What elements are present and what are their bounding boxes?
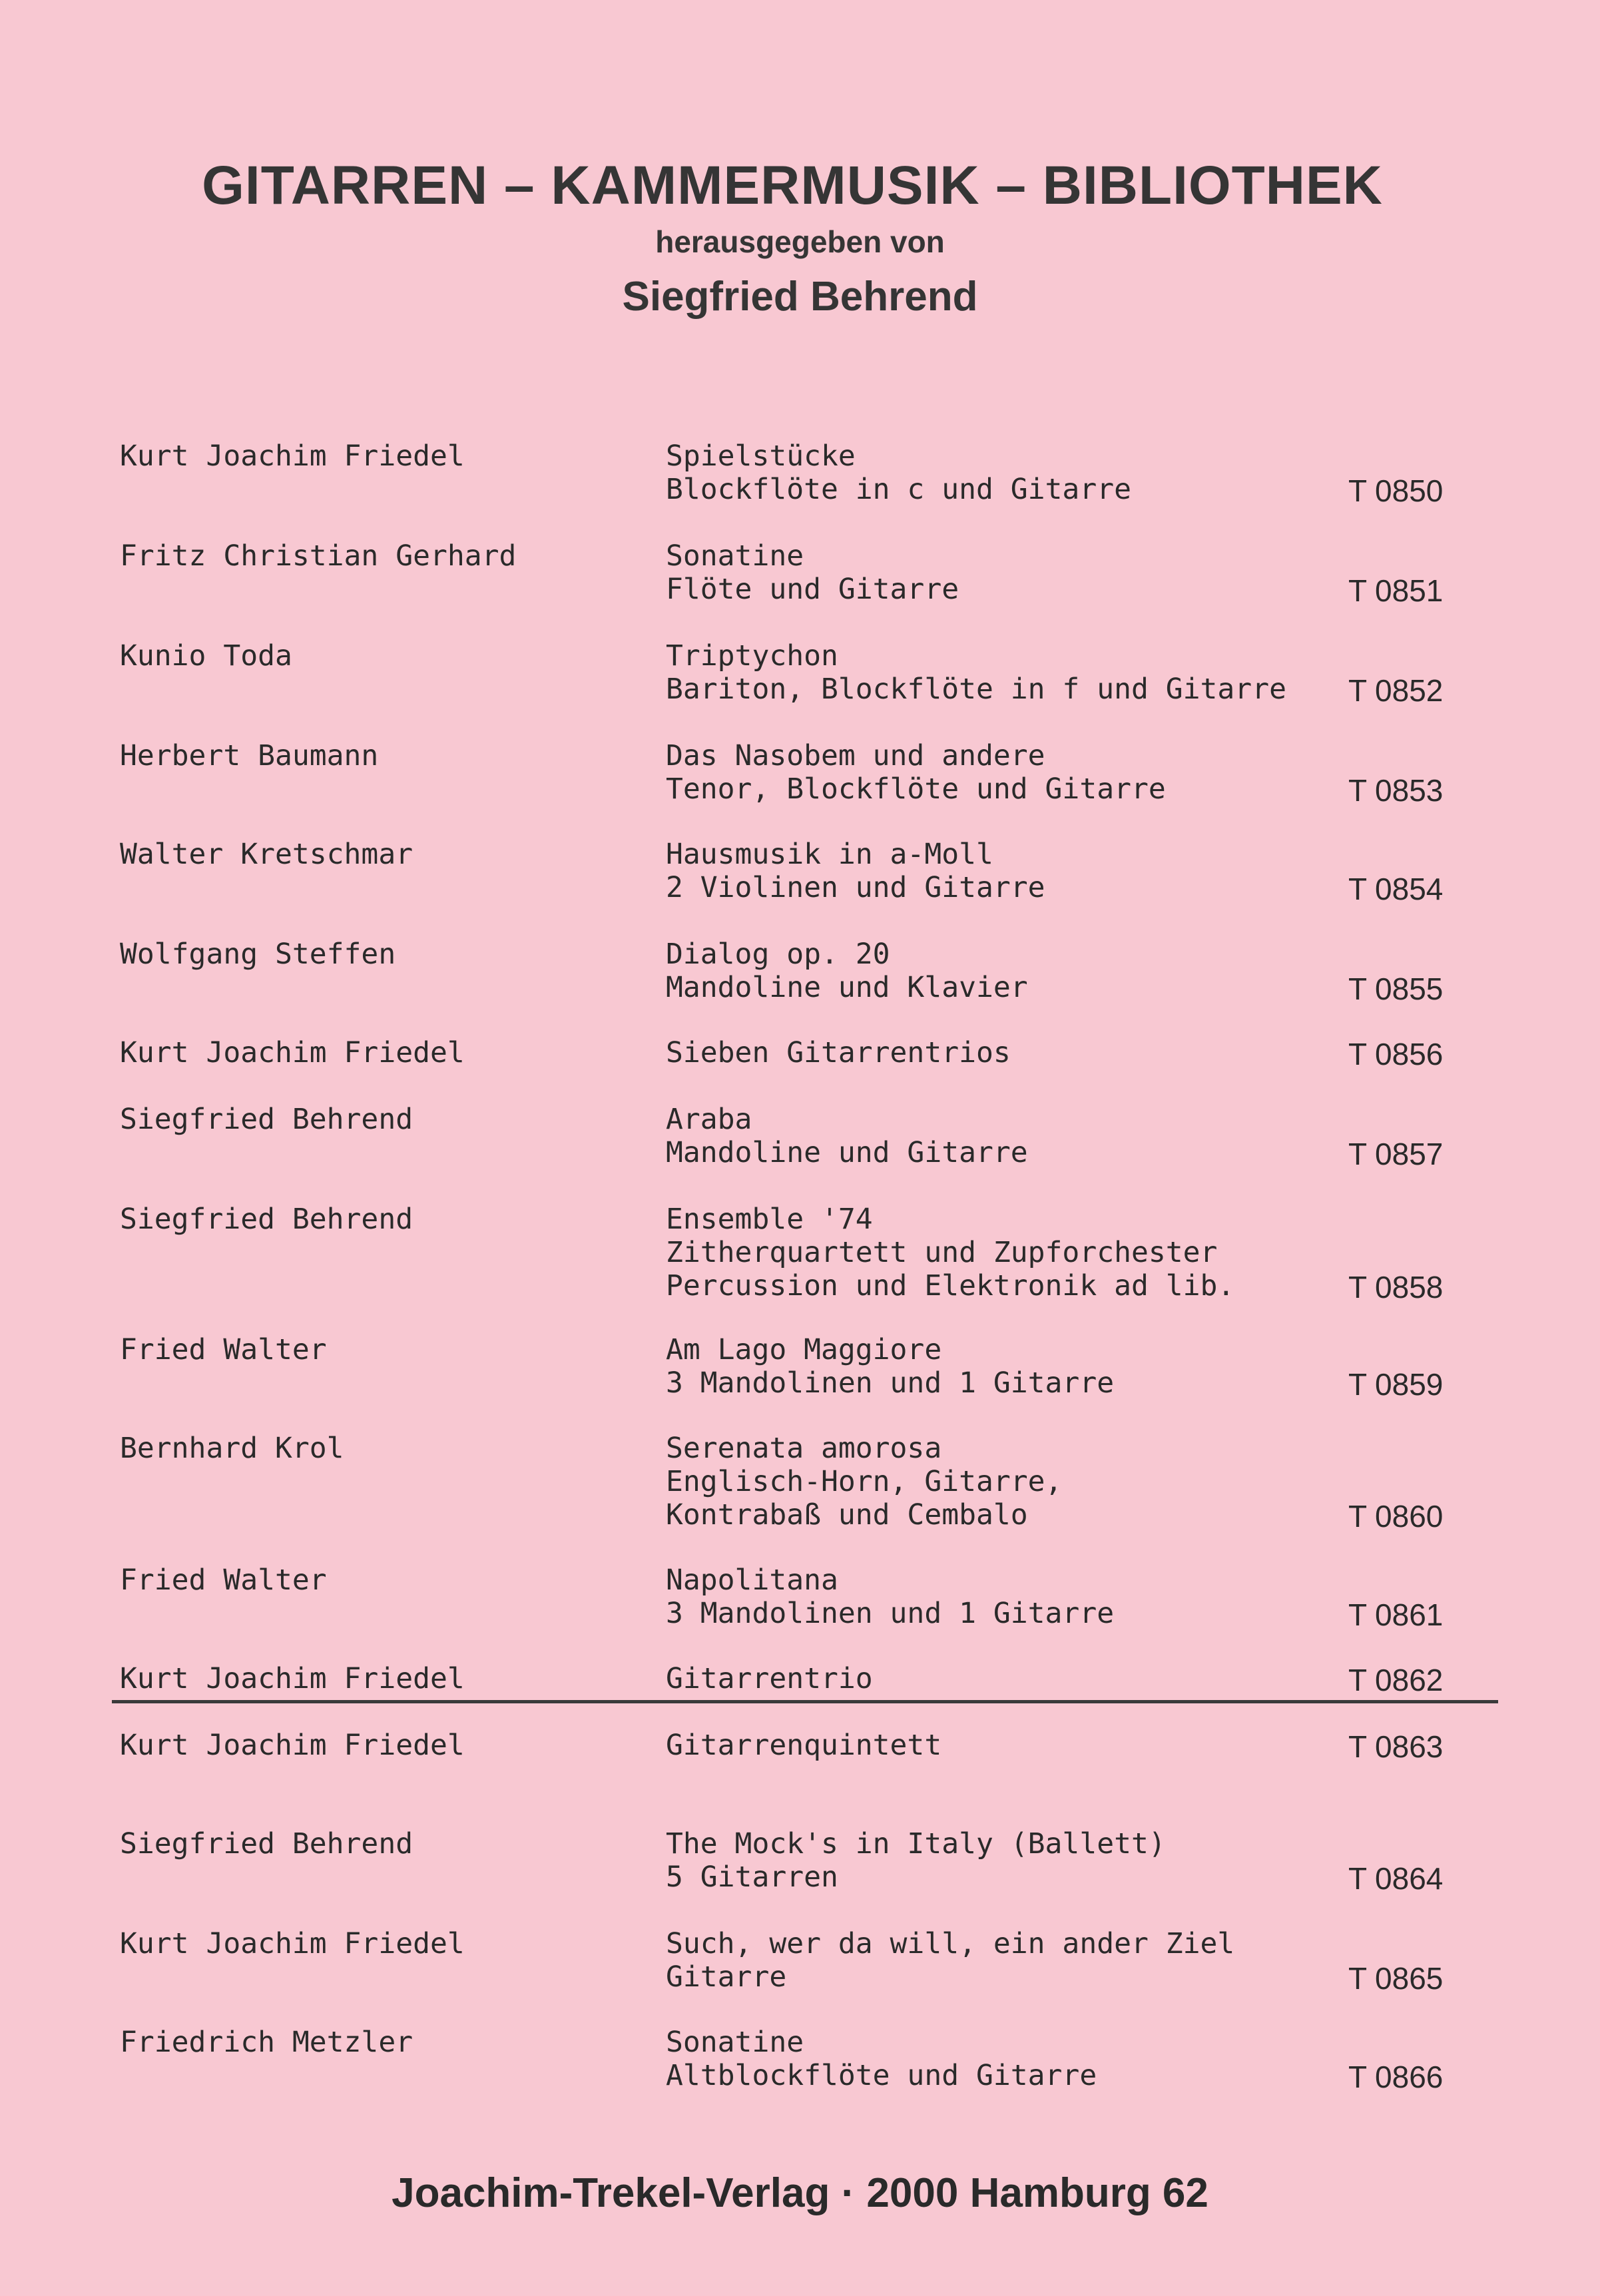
divider-line (112, 1700, 1498, 1703)
composer-name: Kurt Joachim Friedel (120, 439, 465, 473)
work-line: Sieben Gitarrentrios (666, 1036, 1011, 1069)
work-line: Sonatine (666, 539, 804, 573)
work-line: Spielstücke (666, 439, 856, 473)
composer-name: Fried Walter (120, 1564, 327, 1597)
work-line: Zitherquartett und Zupforchester (666, 1236, 1218, 1269)
work-line: Englisch-Horn, Gitarre, (666, 1465, 1063, 1498)
publisher-line: Joachim-Trekel-Verlag · 2000 Hamburg 62 (392, 2170, 1208, 2216)
catalog-number: T 0855 (1348, 972, 1444, 1006)
work-line: 3 Mandolinen und 1 Gitarre (666, 1366, 1115, 1400)
catalog-number: T 0862 (1348, 1663, 1444, 1697)
work-description (666, 1432, 1062, 1532)
work-description (666, 2026, 1097, 2092)
work-line: Mandoline und Klavier (666, 971, 1028, 1004)
catalog-number: T 0861 (1348, 1597, 1444, 1632)
work-line: Gitarrentrio (666, 1662, 873, 1695)
composer-name: Herbert Baumann (120, 739, 379, 772)
composer-name: Kurt Joachim Friedel (120, 1662, 465, 1695)
composer-name: Walter Kretschmar (120, 838, 413, 871)
composer-name: Kurt Joachim Friedel (120, 1927, 465, 1960)
composer-name: Siegfried Behrend (120, 1827, 413, 1861)
work-description (666, 1203, 1234, 1302)
work-line: Napolitana (666, 1564, 838, 1597)
work-line: Bariton, Blockflöte in f und Gitarre (666, 673, 1286, 706)
composer-name: Kurt Joachim Friedel (120, 1036, 465, 1069)
subtitle: herausgegeben von (655, 224, 945, 259)
catalog-number: T 0865 (1348, 1961, 1444, 1996)
work-line: Triptychon (666, 639, 838, 673)
work-line: Sonatine (666, 2026, 804, 2059)
work-description (666, 1564, 1114, 1630)
page-title: GITARREN – KAMMERMUSIK – BIBLIOTHEK (202, 155, 1383, 216)
work-description (666, 739, 1166, 806)
editor-name: Siegfried Behrend (622, 274, 978, 320)
work-description (666, 1662, 873, 1695)
work-line: Hausmusik in a-Moll (666, 838, 993, 871)
composer-name: Fritz Christian Gerhard (120, 539, 517, 573)
work-line: The Mock's in Italy (Ballett) (666, 1827, 1166, 1861)
work-line: Such, wer da will, ein ander Ziel (666, 1927, 1235, 1960)
work-description (666, 1729, 941, 1762)
catalog-number: T 0850 (1348, 473, 1444, 508)
work-description (666, 1827, 1166, 1894)
composer-name: Fried Walter (120, 1333, 327, 1366)
work-line: Flöte und Gitarre (666, 573, 959, 606)
work-line: Das Nasobem und andere (666, 739, 1045, 772)
catalog-number: T 0857 (1348, 1137, 1444, 1171)
work-description (666, 838, 1045, 904)
work-description (666, 1333, 1114, 1400)
work-line: Gitarrenquintett (666, 1729, 942, 1762)
catalog-number: T 0853 (1348, 773, 1444, 808)
work-line: Percussion und Elektronik ad lib. (666, 1269, 1235, 1302)
catalog-number: T 0863 (1348, 1729, 1444, 1764)
work-line: Tenor, Blockflöte und Gitarre (666, 772, 1166, 806)
composer-name: Friedrich Metzler (120, 2026, 413, 2059)
work-line: Serenata amorosa (666, 1432, 942, 1465)
work-line: Ensemble '74 (666, 1203, 873, 1236)
composer-name: Kunio Toda (120, 639, 292, 673)
composer-name: Siegfried Behrend (120, 1103, 413, 1136)
catalog-number: T 0851 (1348, 573, 1444, 608)
work-description (666, 539, 959, 606)
work-description (666, 1036, 1011, 1069)
catalog-number: T 0854 (1348, 872, 1444, 906)
work-line: Am Lago Maggiore (666, 1333, 942, 1366)
work-line: Altblockflöte und Gitarre (666, 2059, 1097, 2092)
composer-name: Siegfried Behrend (120, 1203, 413, 1236)
catalog-number: T 0866 (1348, 2060, 1444, 2094)
catalog-number: T 0864 (1348, 1861, 1444, 1896)
work-line: 2 Violinen und Gitarre (666, 871, 1045, 904)
work-line: Kontrabaß und Cembalo (666, 1498, 1028, 1532)
catalog-number: T 0859 (1348, 1367, 1444, 1402)
catalog-number: T 0856 (1348, 1037, 1444, 1071)
work-description (666, 1927, 1234, 1994)
work-description (666, 1103, 1028, 1169)
work-line: Gitarre (666, 1960, 787, 1994)
work-description (666, 639, 1286, 706)
work-description (666, 439, 1131, 506)
composer-name: Kurt Joachim Friedel (120, 1729, 465, 1762)
catalog-number: T 0860 (1348, 1499, 1444, 1534)
catalog-number: T 0858 (1348, 1270, 1444, 1304)
work-description (666, 938, 1028, 1004)
work-line: 5 Gitarren (666, 1861, 838, 1894)
catalog-number: T 0852 (1348, 673, 1444, 708)
composer-name: Wolfgang Steffen (120, 938, 396, 971)
composer-name: Bernhard Krol (120, 1432, 344, 1465)
work-line: Dialog op. 20 (666, 938, 890, 971)
work-line: 3 Mandolinen und 1 Gitarre (666, 1597, 1115, 1630)
work-line: Blockflöte in c und Gitarre (666, 473, 1131, 506)
work-line: Mandoline und Gitarre (666, 1136, 1028, 1169)
work-line: Araba (666, 1103, 752, 1136)
